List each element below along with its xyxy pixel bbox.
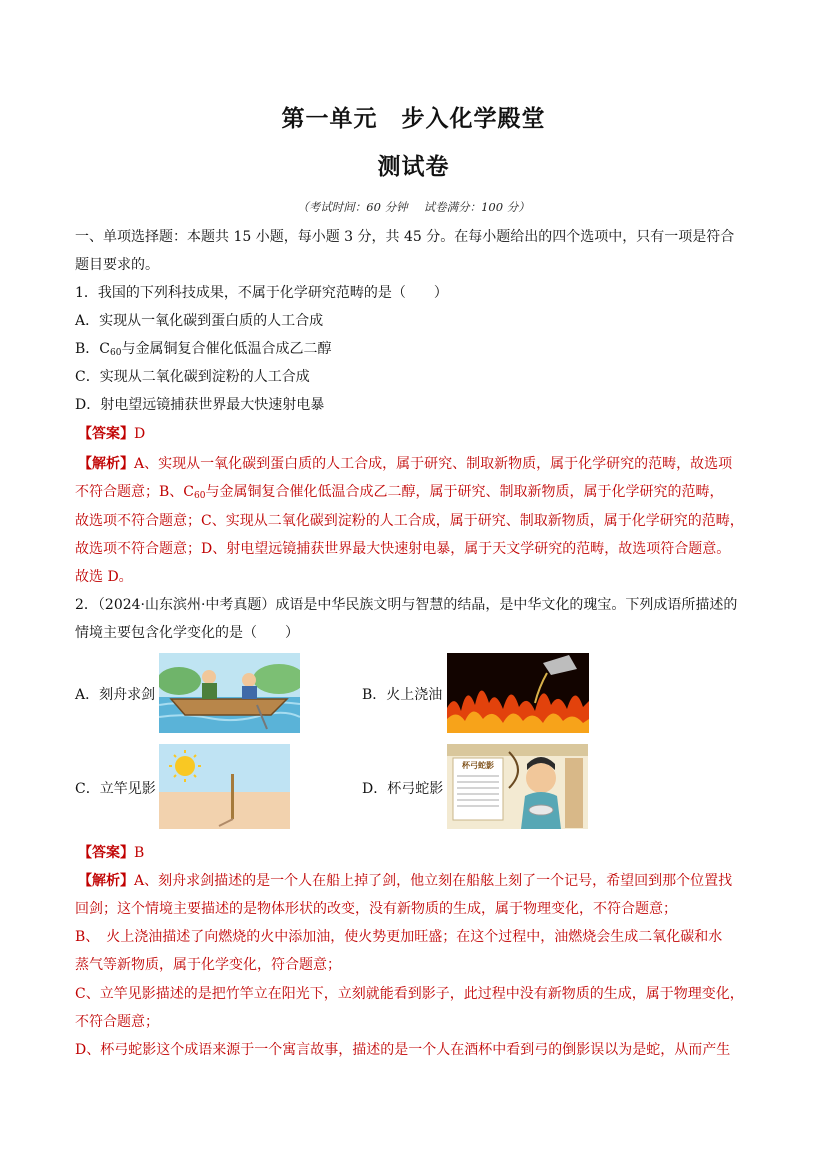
q1-option-d: D．射电望远镜捕获世界最大快速射电暴 [75, 397, 325, 413]
q1-option-c: C．实现从二氧化碳到淀粉的人工合成 [75, 369, 310, 385]
q2-analysis-b-line1: B、 火上浇油描述了向燃烧的火中添加油，使火势更加旺盛；在这个过程中，油燃烧会生成二氧化碳和水 [75, 929, 723, 945]
q1-stem: 1．我国的下列科技成果，不属于化学研究范畴的是（ ） [75, 285, 448, 301]
q1-analysis-line5: 故选 D。 [75, 569, 133, 585]
q1-analysis-line4: 故选项不符合题意；D、射电望远镜捕获世界最大快速射电暴，属于天文学研究的范畴，故选项符合题意。 [75, 541, 731, 557]
q2-analysis-a-line2: 回剑；这个情境主要描述的是物体形状的改变，没有新物质的生成，属于物理变化，不符合题意； [75, 901, 677, 917]
unit-topic: 步入化学殿堂 [401, 106, 546, 132]
q2-stem-line1: 2．（2024·山东滨州·中考真题）成语是中华民族文明与智慧的结晶，是中华文化的瑰宝。下列成语所描述的 [75, 597, 738, 613]
pole-shadow-illustration-icon [159, 744, 290, 829]
q2-option-d-image [447, 744, 588, 829]
section-instructions-line2: 题目要求的。 [75, 257, 159, 273]
q2-analysis-b-line2: 蒸气等新物质，属于化学变化，符合题意； [75, 957, 341, 973]
section-instructions-line1: 一、单项选择题：本题共 15 小题，每小题 3 分，共 45 分。在每小题给出的四个选项中，只有一项是符合 [75, 229, 735, 245]
q2-analysis-a-line1: 【解析】A、刻舟求剑描述的是一个人在船上掉了剑，他立刻在船舷上刻了一个记号，希望回到那个位置找 [78, 873, 733, 889]
q2-answer: 【答案】B [78, 845, 145, 861]
q2-analysis-c-line2: 不符合题意； [75, 1014, 159, 1030]
q2-analysis-c-line1: C、立竿见影描述的是把竹竿立在阳光下，立刻就能看到影子，此过程中没有新物质的生成，属于物理变化， [75, 986, 744, 1002]
q1-analysis-line1: 【解析】A、实现从一氧化碳到蛋白质的人工合成，属于研究、制取新物质，属于化学研究的范畴，故选项 [78, 456, 733, 472]
bow-snake-illustration-icon [447, 744, 588, 829]
q1-option-b: B．$C_{60}$与金属铜复合催化低温合成乙二醇 [75, 341, 332, 358]
q2-option-d-label: D．杯弓蛇影 [362, 781, 444, 797]
exam-info [0, 199, 827, 215]
paper-subtitle: 测试卷 [377, 154, 450, 180]
q1-analysis-line2: 不符合题意；B、$C_{60}$与金属铜复合催化低温合成乙二醇，属于研究、制取新物质，属于化学研究的范畴， [75, 484, 724, 501]
q2-option-b-label: B．火上浇油 [362, 687, 443, 703]
unit-label: 第一单元 [281, 106, 378, 132]
boat-sword-illustration-icon [159, 653, 300, 733]
unit-title [0, 100, 827, 133]
q2-analysis-d-line1: D、杯弓蛇影这个成语来源于一个寓言故事，描述的是一个人在酒杯中看到弓的倒影误以为是蛇，从而产生 [75, 1042, 731, 1058]
q2-option-a-image [159, 653, 300, 733]
exam-time: （考试时间：60 分钟 [297, 200, 408, 214]
q2-stem-line2: 情境主要包含化学变化的是（ ） [75, 625, 299, 641]
q2-option-c-label: C．立竿见影 [75, 781, 156, 797]
exam-score: 试卷满分：100 分） [423, 200, 530, 214]
q2-option-d-caption: 杯弓蛇影 [462, 761, 494, 770]
q1-analysis-line3: 故选项不符合题意；C、实现从二氧化碳到淀粉的人工合成，属于研究、制取新物质，属于化学研究的范畴， [75, 513, 744, 529]
fire-oil-illustration-icon [447, 653, 589, 733]
q2-option-a-label: A．刻舟求剑 [75, 687, 156, 703]
q2-option-b-image [447, 653, 589, 733]
q1-answer: 【答案】D [78, 426, 146, 442]
q2-option-c-image [159, 744, 290, 829]
q1-option-a: A．实现从一氧化碳到蛋白质的人工合成 [75, 313, 324, 329]
